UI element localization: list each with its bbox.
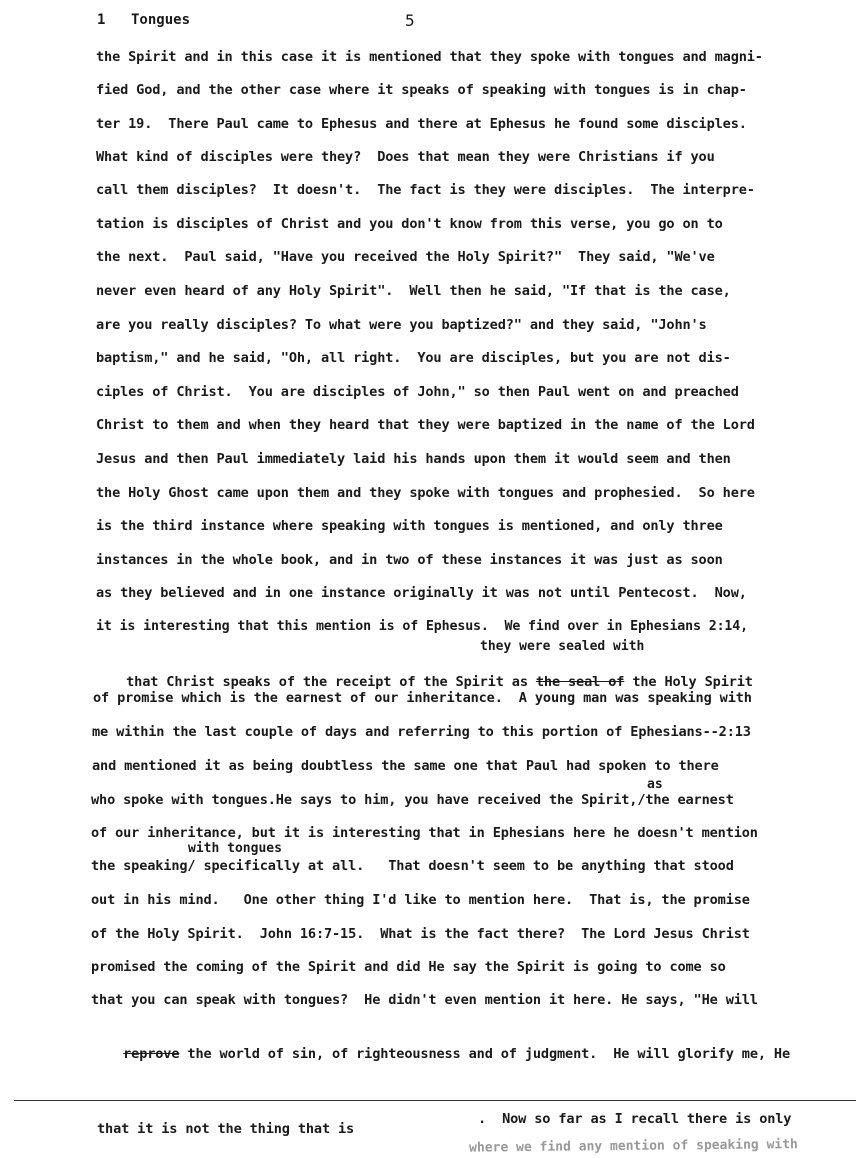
text-line: Christ to them and when they heard that they were baptized in the name of the Lord (96, 417, 755, 433)
text-line: baptism," and he said, "Oh, all right. You are disciples, but you are not dis- (96, 350, 731, 366)
text-line: What kind of disciples were they? Does that mean they were Christians if you (96, 149, 715, 165)
page-number: 5 (405, 11, 415, 30)
text-line: tation is disciples of Christ and you don't know from this verse, you go on to (96, 216, 723, 232)
text-line: the Holy Ghost came upon them and they spoke with tongues and prophesied. So here (96, 485, 755, 501)
line-text: that Christ speaks of the receipt of the Spirit as (126, 674, 536, 690)
text-line: that you can speak with tongues? He didn't even mention it here. He says, "He will (91, 992, 758, 1008)
handwritten-insertion: they were sealed with (480, 639, 645, 654)
handwritten-insertion: as (647, 777, 663, 792)
document-title: Tongues (131, 12, 191, 28)
text-line: are you really disciples? To what were you baptized?" and they said, "John's (96, 317, 707, 333)
text-line: and mentioned it as being doubtless the same one that Paul had spoken to there (92, 758, 719, 774)
struck-text: reprove (123, 1046, 180, 1062)
text-line: of our inheritance, but it is interesting that in Ephesians here he doesn't mention (91, 825, 758, 841)
text-line: the next. Paul said, "Have you received the Holy Spirit?" They said, "We've (96, 249, 715, 265)
text-line: out in his mind. One other thing I'd like to mention here. That is, the promise (91, 892, 750, 908)
struck-text: the seal of (535, 674, 625, 690)
text-line: of promise which is the earnest of our inheritance. A young man was speaking with (93, 690, 752, 706)
text-line: instances in the whole book, and in two of these instances it was just as soon (96, 552, 723, 568)
text-line: of the Holy Spirit. John 16:7-15. What is the fact there? The Lord Jesus Christ (91, 926, 750, 942)
text-line: fied God, and the other case where it speaks of speaking with tongues is in chap- (96, 82, 747, 98)
line-text: the Holy Spirit (624, 674, 753, 690)
text-line: ciples of Christ. You are disciples of John," so then Paul went on and preached (96, 384, 739, 400)
cut-off-line: where we find any mention of speaking with (249, 1137, 798, 1158)
text-line: the speaking/ specifically at all. That doesn't seem to be anything that stood (91, 858, 734, 874)
footer-text-left: that it is not the thing that is (97, 1121, 355, 1137)
footer-text-right: . Now so far as I recall there is only (478, 1111, 792, 1127)
text-line: promised the coming of the Spirit and did He say the Spirit is going to come so (91, 959, 726, 975)
text-line: the Spirit and in this case it is mentioned that they spoke with tongues and magni- (96, 49, 763, 65)
handwritten-insertion: with tongues (188, 841, 282, 856)
text-line: me within the last couple of days and referring to this portion of Ephesians--2:13 (92, 724, 751, 740)
text-line: as they believed and in one instance originally it was not until Pentecost. Now, (96, 585, 747, 601)
text-line: it is interesting that this mention is of Ephesus. We find over in Ephesians 2:14, (96, 619, 748, 634)
line-text: the world of sin, of righteousness and of judgment. He will glorify me, He (179, 1046, 790, 1062)
text-line: Jesus and then Paul immediately laid his hands upon them it would seem and then (96, 451, 731, 467)
text-line: is the third instance where speaking with tongues is mentioned, and only three (96, 518, 723, 534)
text-line: who spoke with tongues.He says to him, you have received the Spirit,/the earnest (91, 792, 734, 808)
text-line: never even heard of any Holy Spirit". Well then he said, "If that is the case, (96, 283, 731, 299)
text-line: call them disciples? It doesn't. The fact is they were disciples. The interpre- (96, 182, 755, 198)
text-line: ter 19. There Paul came to Ephesus and there at Ephesus he found some disciples. (96, 116, 747, 132)
page-break-divider (14, 1100, 856, 1101)
text-line (91, 1027, 790, 1081)
page-label: 1 (97, 12, 106, 28)
